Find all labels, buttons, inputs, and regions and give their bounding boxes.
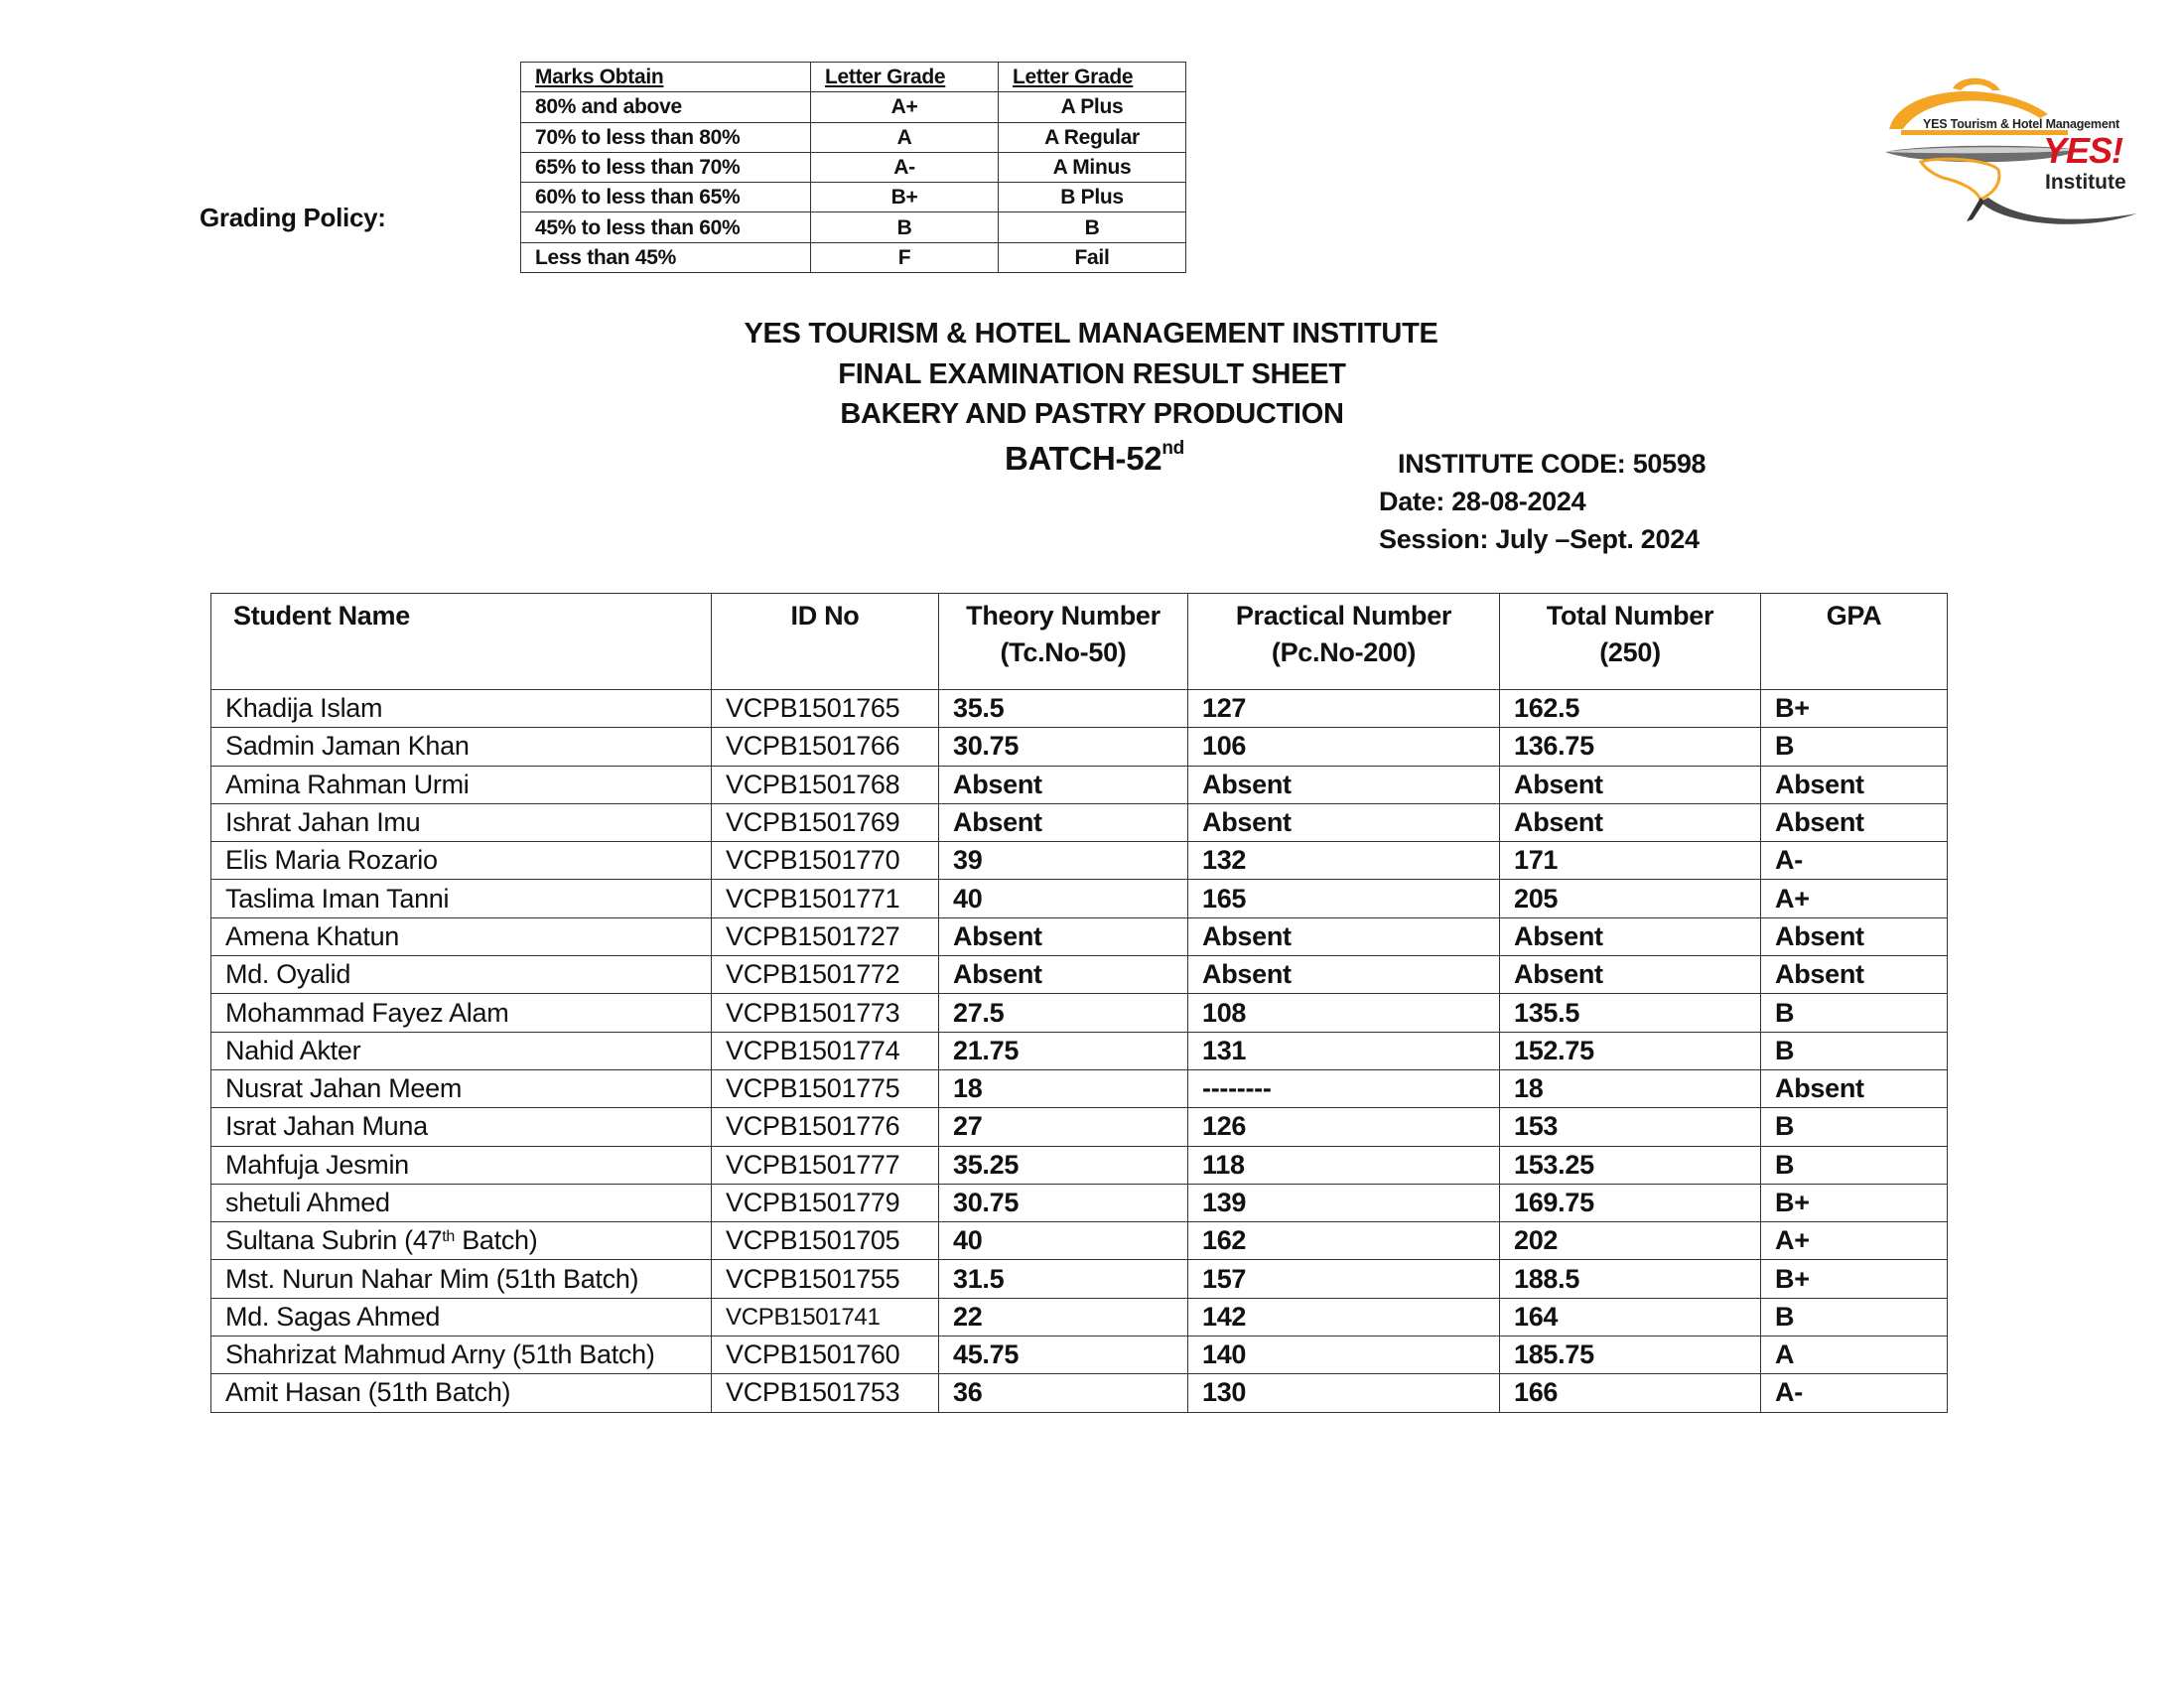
total-marks: Absent xyxy=(1500,766,1761,803)
gpa-grade: B+ xyxy=(1761,1260,1948,1298)
student-name-text: Shahrizat Mahmud Arny (51th Batch) xyxy=(225,1339,655,1370)
batch-label xyxy=(1005,440,1184,478)
practical-marks: 126 xyxy=(1188,1108,1500,1146)
total-marks: 205 xyxy=(1500,880,1761,917)
practical-marks: 142 xyxy=(1188,1298,1500,1336)
student-name xyxy=(211,994,712,1032)
gpa-grade: B xyxy=(1761,994,1948,1032)
student-name xyxy=(211,1184,712,1221)
table-row xyxy=(211,1032,1948,1069)
theory-marks: 22 xyxy=(939,1298,1188,1336)
grading-policy-table xyxy=(520,62,1186,273)
student-name-text: Nahid Akter xyxy=(225,1035,361,1065)
table-row xyxy=(211,994,1948,1032)
grading-row xyxy=(521,122,1186,152)
student-id: VCPB1501773 xyxy=(712,994,939,1032)
student-id: VCPB1501760 xyxy=(712,1336,939,1374)
grading-letter-grade: B+ xyxy=(811,183,999,212)
student-name xyxy=(211,803,712,841)
column-header-text: Student Name xyxy=(233,601,410,631)
table-row xyxy=(211,917,1948,955)
student-id: VCPB1501753 xyxy=(712,1374,939,1412)
student-name-text: shetuli Ahmed xyxy=(225,1188,390,1217)
grading-marks-range: 65% to less than 70% xyxy=(521,152,811,182)
table-row xyxy=(211,956,1948,994)
total-marks: Absent xyxy=(1500,956,1761,994)
table-row xyxy=(211,1146,1948,1184)
column-header-gpa xyxy=(1761,594,1948,690)
session-label: Session: July –Sept. 2024 xyxy=(1379,524,1700,554)
table-row xyxy=(211,1336,1948,1374)
theory-marks: 40 xyxy=(939,880,1188,917)
institute-logo xyxy=(1881,74,2149,238)
column-header-subtext: (Tc.No-50) xyxy=(1000,637,1127,667)
theory-marks: 39 xyxy=(939,842,1188,880)
student-name xyxy=(211,1298,712,1336)
student-name xyxy=(211,917,712,955)
student-name-text: Sultana Subrin (47 xyxy=(225,1225,443,1256)
table-row xyxy=(211,766,1948,803)
student-name xyxy=(211,1260,712,1298)
gpa-grade: Absent xyxy=(1761,917,1948,955)
total-marks: 135.5 xyxy=(1500,994,1761,1032)
theory-marks: Absent xyxy=(939,803,1188,841)
practical-marks: 118 xyxy=(1188,1146,1500,1184)
student-name-text: Ishrat Jahan Imu xyxy=(225,807,421,838)
grading-grade-meaning: A Plus xyxy=(999,92,1186,122)
student-name-text: Taslima Iman Tanni xyxy=(225,883,450,914)
logo-subtitle: Institute xyxy=(2045,171,2126,194)
theory-marks: 30.75 xyxy=(939,1184,1188,1221)
student-id: VCPB1501779 xyxy=(712,1184,939,1221)
gpa-grade: B xyxy=(1761,1146,1948,1184)
grading-grade-meaning: B Plus xyxy=(999,183,1186,212)
result-date: Date: 28-08-2024 xyxy=(1379,487,1586,516)
column-header-text: Practical Number xyxy=(1235,601,1452,631)
grading-row xyxy=(521,92,1186,122)
student-name-text: Md. Sagas Ahmed xyxy=(225,1301,441,1332)
student-name-text: Mohammad Fayez Alam xyxy=(225,997,509,1028)
student-id: VCPB1501766 xyxy=(712,728,939,766)
grading-row xyxy=(521,183,1186,212)
student-id: VCPB1501768 xyxy=(712,766,939,803)
grading-row xyxy=(521,242,1186,272)
student-name-text: Sadmin Jaman Khan xyxy=(225,731,470,762)
grading-header-marks: Marks Obtain xyxy=(521,63,811,92)
student-name-suffix: Batch) xyxy=(455,1225,538,1256)
student-id: VCPB1501771 xyxy=(712,880,939,917)
column-header-total xyxy=(1500,594,1761,690)
practical-marks: 165 xyxy=(1188,880,1500,917)
theory-marks: 21.75 xyxy=(939,1032,1188,1069)
theory-marks: Absent xyxy=(939,917,1188,955)
batch-suffix: nd xyxy=(1161,438,1184,459)
student-id: VCPB1501727 xyxy=(712,917,939,955)
table-row xyxy=(211,1069,1948,1107)
theory-marks: 36 xyxy=(939,1374,1188,1412)
grading-header-letter-grade: Letter Grade xyxy=(811,63,999,92)
column-header-subtext: (Pc.No-200) xyxy=(1271,637,1417,667)
results-header-row xyxy=(211,594,1948,690)
grading-letter-grade: A+ xyxy=(811,92,999,122)
gpa-grade: Absent xyxy=(1761,803,1948,841)
student-name xyxy=(211,1222,712,1260)
practical-marks: 127 xyxy=(1188,690,1500,728)
theory-marks: 35.25 xyxy=(939,1146,1188,1184)
total-marks: 202 xyxy=(1500,1222,1761,1260)
gpa-grade: A- xyxy=(1761,842,1948,880)
sheet-title: FINAL EXAMINATION RESULT SHEET xyxy=(838,358,1346,390)
total-marks: 169.75 xyxy=(1500,1184,1761,1221)
student-name xyxy=(211,1374,712,1412)
student-id: VCPB1501776 xyxy=(712,1108,939,1146)
course-title: BAKERY AND PASTRY PRODUCTION xyxy=(840,398,1344,430)
theory-marks: 40 xyxy=(939,1222,1188,1260)
student-name xyxy=(211,1069,712,1107)
table-row xyxy=(211,1260,1948,1298)
student-name xyxy=(211,956,712,994)
gpa-grade: B xyxy=(1761,728,1948,766)
practical-marks: 108 xyxy=(1188,994,1500,1032)
table-row xyxy=(211,690,1948,728)
gpa-grade: Absent xyxy=(1761,766,1948,803)
practical-marks: 139 xyxy=(1188,1184,1500,1221)
theory-marks: 18 xyxy=(939,1069,1188,1107)
student-id: VCPB1501774 xyxy=(712,1032,939,1069)
grading-letter-grade: B xyxy=(811,212,999,242)
student-name-text: Amina Rahman Urmi xyxy=(225,769,470,799)
gpa-grade: B xyxy=(1761,1298,1948,1336)
grading-header-letter-grade-text: Letter Grade xyxy=(999,63,1186,92)
column-header-text: Total Number xyxy=(1546,601,1714,631)
grading-marks-range: 45% to less than 60% xyxy=(521,212,811,242)
student-id: VCPB1501775 xyxy=(712,1069,939,1107)
gpa-grade: B xyxy=(1761,1108,1948,1146)
student-name xyxy=(211,1146,712,1184)
column-header-practical xyxy=(1188,594,1500,690)
theory-marks: 31.5 xyxy=(939,1260,1188,1298)
table-row xyxy=(211,1374,1948,1412)
student-name-text: Israt Jahan Muna xyxy=(225,1111,428,1142)
student-name xyxy=(211,880,712,917)
results-table xyxy=(210,593,1948,1413)
student-name-text: Mst. Nurun Nahar Mim (51th Batch) xyxy=(225,1263,639,1294)
total-marks: 171 xyxy=(1500,842,1761,880)
total-marks: 153 xyxy=(1500,1108,1761,1146)
practical-marks: 106 xyxy=(1188,728,1500,766)
practical-marks: 131 xyxy=(1188,1032,1500,1069)
column-header-text: Theory Number xyxy=(966,601,1160,631)
grading-header-row xyxy=(521,63,1186,92)
student-name xyxy=(211,766,712,803)
grading-letter-grade: A xyxy=(811,122,999,152)
total-marks: 164 xyxy=(1500,1298,1761,1336)
student-id: VCPB1501741 xyxy=(712,1298,939,1336)
total-marks: 185.75 xyxy=(1500,1336,1761,1374)
student-id: VCPB1501765 xyxy=(712,690,939,728)
gpa-grade: A xyxy=(1761,1336,1948,1374)
theory-marks: Absent xyxy=(939,956,1188,994)
student-name-text: Amit Hasan (51th Batch) xyxy=(225,1377,511,1408)
column-header-subtext: (250) xyxy=(1599,637,1661,667)
practical-marks: 132 xyxy=(1188,842,1500,880)
practical-marks: Absent xyxy=(1188,917,1500,955)
student-id: VCPB1501705 xyxy=(712,1222,939,1260)
table-row xyxy=(211,1298,1948,1336)
grading-marks-range: 60% to less than 65% xyxy=(521,183,811,212)
student-name xyxy=(211,1336,712,1374)
institute-code: INSTITUTE CODE: 50598 xyxy=(1398,449,1706,479)
table-row xyxy=(211,880,1948,917)
grading-letter-grade: A- xyxy=(811,152,999,182)
table-row xyxy=(211,842,1948,880)
gpa-grade: B xyxy=(1761,1032,1948,1069)
student-id: VCPB1501777 xyxy=(712,1146,939,1184)
ordinal-suffix: th xyxy=(442,1228,455,1246)
logo-brand: YES! xyxy=(2043,130,2123,171)
grading-policy-label: Grading Policy: xyxy=(200,203,386,232)
grading-marks-range: 70% to less than 80% xyxy=(521,122,811,152)
grading-grade-meaning: A Minus xyxy=(999,152,1186,182)
grading-row xyxy=(521,152,1186,182)
grading-grade-meaning: Fail xyxy=(999,242,1186,272)
theory-marks: 35.5 xyxy=(939,690,1188,728)
practical-marks: 162 xyxy=(1188,1222,1500,1260)
practical-marks: 157 xyxy=(1188,1260,1500,1298)
gpa-grade: A- xyxy=(1761,1374,1948,1412)
gpa-grade: A+ xyxy=(1761,1222,1948,1260)
student-id: VCPB1501770 xyxy=(712,842,939,880)
practical-marks: Absent xyxy=(1188,766,1500,803)
student-name-text: Nusrat Jahan Meem xyxy=(225,1073,463,1104)
gpa-grade: Absent xyxy=(1761,1069,1948,1107)
table-row xyxy=(211,803,1948,841)
practical-marks: Absent xyxy=(1188,956,1500,994)
theory-marks: Absent xyxy=(939,766,1188,803)
student-name-text: Md. Oyalid xyxy=(225,959,351,990)
student-id: VCPB1501772 xyxy=(712,956,939,994)
grading-marks-range: 80% and above xyxy=(521,92,811,122)
total-marks: 152.75 xyxy=(1500,1032,1761,1069)
theory-marks: 45.75 xyxy=(939,1336,1188,1374)
student-name xyxy=(211,842,712,880)
practical-marks: 130 xyxy=(1188,1374,1500,1412)
student-name xyxy=(211,1108,712,1146)
table-row xyxy=(211,728,1948,766)
institute-title: YES TOURISM & HOTEL MANAGEMENT INSTITUTE xyxy=(744,318,1438,350)
grading-grade-meaning: A Regular xyxy=(999,122,1186,152)
total-marks: 18 xyxy=(1500,1069,1761,1107)
student-id: VCPB1501769 xyxy=(712,803,939,841)
student-name-text: Amena Khatun xyxy=(225,920,400,951)
gpa-grade: B+ xyxy=(1761,1184,1948,1221)
column-header-theory xyxy=(939,594,1188,690)
gpa-grade: Absent xyxy=(1761,956,1948,994)
table-row xyxy=(211,1108,1948,1146)
total-marks: 153.25 xyxy=(1500,1146,1761,1184)
total-marks: Absent xyxy=(1500,917,1761,955)
grading-row xyxy=(521,212,1186,242)
table-row xyxy=(211,1222,1948,1260)
total-marks: 162.5 xyxy=(1500,690,1761,728)
total-marks: 188.5 xyxy=(1500,1260,1761,1298)
total-marks: 166 xyxy=(1500,1374,1761,1412)
grading-grade-meaning: B xyxy=(999,212,1186,242)
grading-letter-grade: F xyxy=(811,242,999,272)
student-name-text: Elis Maria Rozario xyxy=(225,845,438,876)
column-header-student-name xyxy=(211,594,712,690)
student-name xyxy=(211,690,712,728)
student-name xyxy=(211,1032,712,1069)
column-header-text: ID No xyxy=(790,601,860,631)
total-marks: 136.75 xyxy=(1500,728,1761,766)
student-name-text: Khadija Islam xyxy=(225,693,383,724)
total-marks: Absent xyxy=(1500,803,1761,841)
theory-marks: 30.75 xyxy=(939,728,1188,766)
column-header-id xyxy=(712,594,939,690)
practical-marks: 140 xyxy=(1188,1336,1500,1374)
practical-marks: -------- xyxy=(1188,1069,1500,1107)
gpa-grade: B+ xyxy=(1761,690,1948,728)
student-name xyxy=(211,728,712,766)
table-row xyxy=(211,1184,1948,1221)
gpa-grade: A+ xyxy=(1761,880,1948,917)
column-header-text: GPA xyxy=(1826,601,1882,631)
practical-marks: Absent xyxy=(1188,803,1500,841)
theory-marks: 27 xyxy=(939,1108,1188,1146)
student-name-text: Mahfuja Jesmin xyxy=(225,1149,409,1180)
theory-marks: 27.5 xyxy=(939,994,1188,1032)
logo-tagline: YES Tourism & Hotel Management xyxy=(1923,117,2119,131)
student-id: VCPB1501755 xyxy=(712,1260,939,1298)
grading-marks-range: Less than 45% xyxy=(521,242,811,272)
batch-text: BATCH-52 xyxy=(1005,440,1162,477)
